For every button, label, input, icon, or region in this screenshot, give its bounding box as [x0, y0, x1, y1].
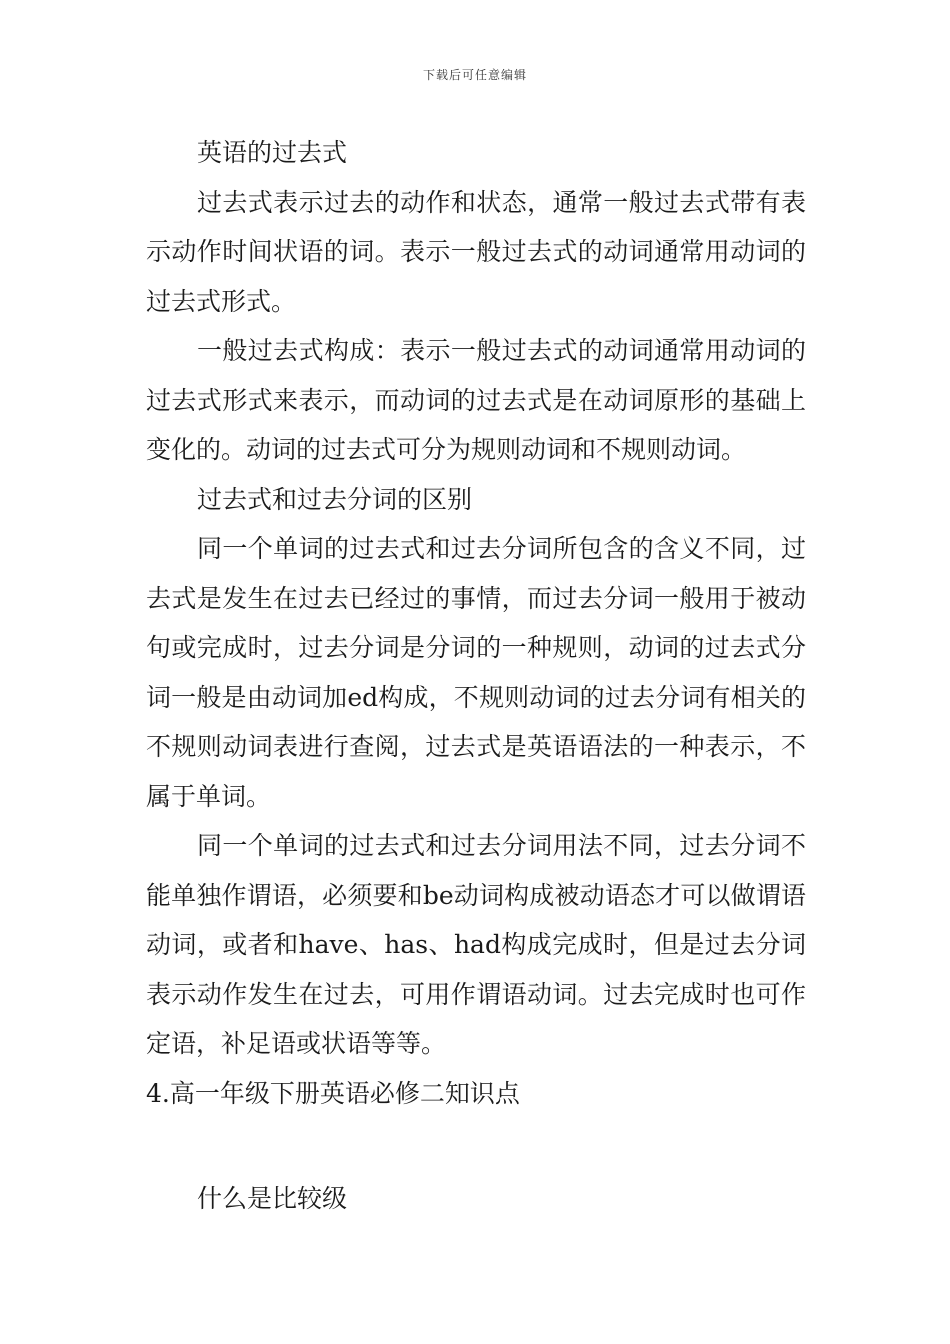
subheading: 过去式和过去分词的区别	[197, 484, 473, 514]
paragraph: 过去式表示过去的动作和状态，通常一般过去式带有表示动作时间状语的词。表示一般过去式的动词通常用动词的过去式形式。	[146, 187, 806, 316]
paragraph: 同一个单词的过去式和过去分词所包含的含义不同，过去式是发生在过去已经过的事情，而过去分词一般用于被动句或完成时，过去分词是分词的一种规则，动词的过去式分词一般是由动词加ed构成，不规则动词的过去分词有相关的不规则动词表进行查阅，过去式是英语语法的一种表示，不属于单词。	[146, 534, 806, 811]
page-header: 下载后可任意编辑	[422, 68, 527, 82]
subsection-title: 什么是比较级	[197, 1184, 348, 1213]
section-heading: 4.高一年级下册英语必修二知识点	[146, 1078, 520, 1108]
document-title: 英语的过去式	[197, 138, 348, 167]
spacer	[146, 1118, 806, 1174]
paragraph: 同一个单词的过去式和过去分词用法不同，过去分词不能单独作谓语，必须要和be动词构成被动语态才可以做谓语动词，或者和have、has、had构成完成时，但是过去分词表示动作发生在过去，可用作谓语动词。过去完成时也可作定语，补足语或状语等等。	[146, 831, 806, 1058]
paragraph: 一般过去式构成：表示一般过去式的动词通常用动词的过去式形式来表示，而动词的过去式是在动词原形的基础上变化的。动词的过去式可分为规则动词和不规则动词。	[146, 336, 806, 464]
document-body	[146, 128, 806, 1224]
